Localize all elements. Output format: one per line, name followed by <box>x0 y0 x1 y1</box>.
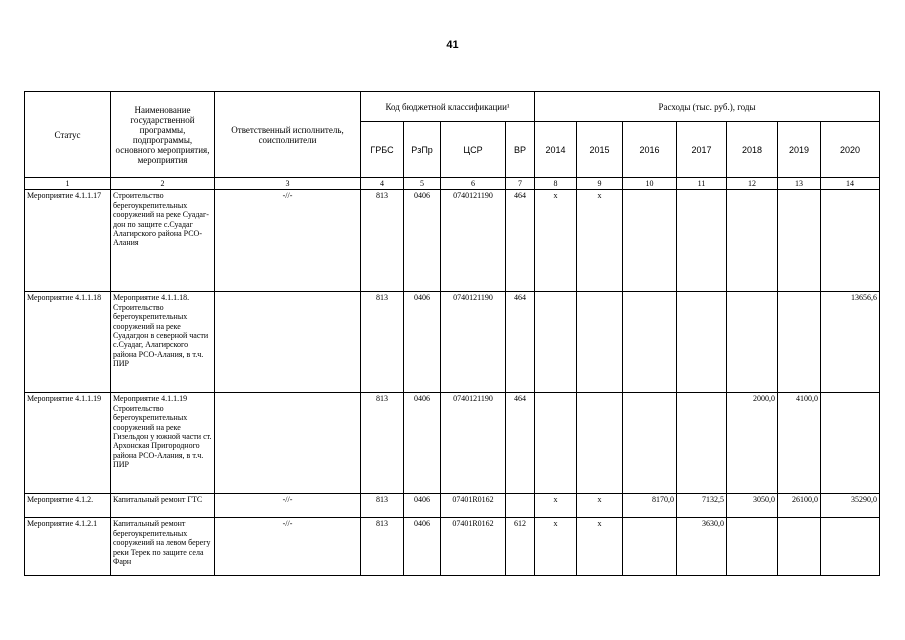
column-number: 7 <box>506 178 535 190</box>
row-2020: 35290,0 <box>821 494 880 518</box>
header-year: 2014 <box>535 122 577 178</box>
row-2014: х <box>535 190 577 292</box>
page-number: 41 <box>446 39 459 51</box>
row-vr <box>506 494 535 518</box>
row-vr: 612 <box>506 518 535 576</box>
column-number: 10 <box>623 178 677 190</box>
column-number: 4 <box>361 178 404 190</box>
row-2019: 26100,0 <box>778 494 821 518</box>
header-year: 2018 <box>727 122 778 178</box>
column-number: 9 <box>577 178 623 190</box>
row-rzpr: 0406 <box>404 292 441 393</box>
row-name: Капитальный ремонт ГТС <box>111 494 215 518</box>
header-rzpr: РзПр <box>404 122 441 178</box>
header-row-1 <box>25 92 880 122</box>
header-grbs: ГРБС <box>361 122 404 178</box>
row-2016 <box>623 518 677 576</box>
row-2015: х <box>577 190 623 292</box>
row-vr: 464 <box>506 292 535 393</box>
table-row <box>25 518 880 576</box>
row-2014: х <box>535 494 577 518</box>
budget-table <box>24 91 880 576</box>
table-row <box>25 393 880 494</box>
row-executor <box>215 393 361 494</box>
header-year: 2017 <box>677 122 727 178</box>
header-status: Статус <box>25 92 111 178</box>
header-year: 2015 <box>577 122 623 178</box>
column-number: 5 <box>404 178 441 190</box>
row-2018 <box>727 190 778 292</box>
header-executor: Ответственный исполнитель, соисполнители <box>215 92 361 178</box>
column-number: 1 <box>25 178 111 190</box>
table-row <box>25 494 880 518</box>
row-rzpr: 0406 <box>404 190 441 292</box>
row-grbs: 813 <box>361 494 404 518</box>
row-grbs: 813 <box>361 292 404 393</box>
row-executor: -//- <box>215 518 361 576</box>
row-executor: -//- <box>215 494 361 518</box>
row-2018: 3050,0 <box>727 494 778 518</box>
row-2015 <box>577 292 623 393</box>
row-2019 <box>778 190 821 292</box>
row-csr: 07401R0162 <box>441 518 506 576</box>
row-grbs: 813 <box>361 190 404 292</box>
column-numbers-row <box>25 178 880 190</box>
row-csr: 0740121190 <box>441 190 506 292</box>
header-year: 2019 <box>778 122 821 178</box>
row-2017: 7132,5 <box>677 494 727 518</box>
row-2017 <box>677 393 727 494</box>
row-2016 <box>623 393 677 494</box>
column-number: 8 <box>535 178 577 190</box>
row-status: Мероприятие 4.1.1.17 <box>25 190 111 292</box>
header-csr: ЦСР <box>441 122 506 178</box>
header-name: Наименование государственной программы, подпрограммы, основного мероприятия, мероприятия <box>111 92 215 178</box>
row-2020 <box>821 393 880 494</box>
row-executor: -//- <box>215 190 361 292</box>
column-number: 12 <box>727 178 778 190</box>
column-number: 3 <box>215 178 361 190</box>
row-status: Мероприятие 4.1.2.1 <box>25 518 111 576</box>
column-number: 13 <box>778 178 821 190</box>
row-2020: 13656,6 <box>821 292 880 393</box>
header-budget-code: Код бюджетной классификации¹ <box>361 92 535 122</box>
row-name: Мероприятие 4.1.1.19 Строительство берегоукрепительных сооружений на реке Гизельдон у южной части ст. Архонская Пригородного района РСО-Алания, в т.ч. ПИР <box>111 393 215 494</box>
row-status: Мероприятие 4.1.1.18 <box>25 292 111 393</box>
row-2018: 2000,0 <box>727 393 778 494</box>
row-2014 <box>535 393 577 494</box>
row-name: Мероприятие 4.1.1.18. Строительство берегоукрепительных сооружений на реке Суадагдон в северной части с.Суадаг, Алагирского района РСО-Алания, в т.ч. ПИР <box>111 292 215 393</box>
row-csr: 0740121190 <box>441 393 506 494</box>
column-number: 6 <box>441 178 506 190</box>
row-2014 <box>535 292 577 393</box>
row-2019 <box>778 292 821 393</box>
row-2014: х <box>535 518 577 576</box>
row-2016: 8170,0 <box>623 494 677 518</box>
row-status: Мероприятие 4.1.1.19 <box>25 393 111 494</box>
header-year: 2020 <box>821 122 880 178</box>
row-csr: 07401R0162 <box>441 494 506 518</box>
row-vr: 464 <box>506 393 535 494</box>
row-2020 <box>821 190 880 292</box>
row-2019: 4100,0 <box>778 393 821 494</box>
row-2017 <box>677 190 727 292</box>
column-number: 2 <box>111 178 215 190</box>
row-2015 <box>577 393 623 494</box>
row-2016 <box>623 190 677 292</box>
row-2017 <box>677 292 727 393</box>
row-grbs: 813 <box>361 393 404 494</box>
row-2020 <box>821 518 880 576</box>
column-number: 11 <box>677 178 727 190</box>
row-rzpr: 0406 <box>404 393 441 494</box>
row-name: Строительство берегоукрепительных сооружений на реке Суадаг-дон по защите с.Суадаг Алагирского района РСО-Алания <box>111 190 215 292</box>
row-2017: 3630,0 <box>677 518 727 576</box>
header-year: 2016 <box>623 122 677 178</box>
header-vr: ВР <box>506 122 535 178</box>
header-expenses: Расходы (тыс. руб.), годы <box>535 92 880 122</box>
row-2018 <box>727 292 778 393</box>
row-2019 <box>778 518 821 576</box>
row-2018 <box>727 518 778 576</box>
row-2015: х <box>577 518 623 576</box>
row-2015: х <box>577 494 623 518</box>
row-2016 <box>623 292 677 393</box>
row-name: Капитальный ремонт берегоукрепительных сооружений на левом берегу реки Терек по защите села Фарн <box>111 518 215 576</box>
row-grbs: 813 <box>361 518 404 576</box>
row-status: Мероприятие 4.1.2. <box>25 494 111 518</box>
row-vr: 464 <box>506 190 535 292</box>
table-row <box>25 292 880 393</box>
row-executor <box>215 292 361 393</box>
column-number: 14 <box>821 178 880 190</box>
row-csr: 0740121190 <box>441 292 506 393</box>
row-rzpr: 0406 <box>404 494 441 518</box>
table-row <box>25 190 880 292</box>
row-rzpr: 0406 <box>404 518 441 576</box>
